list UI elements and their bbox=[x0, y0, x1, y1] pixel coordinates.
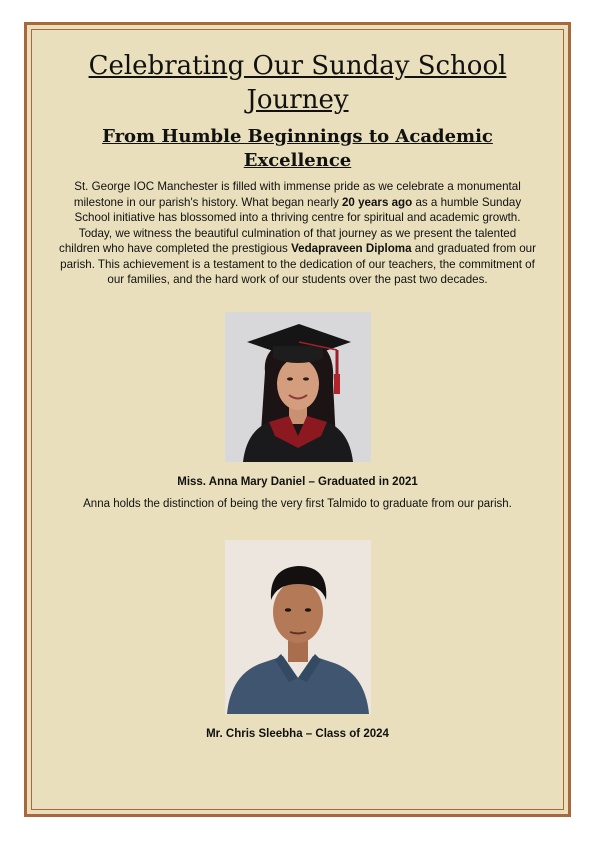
intro-text-1: St. George IOC Manchester is filled with immense pride as we celebrate a monumental milestone in our parish's history. What began nearly bbox=[73, 180, 521, 209]
intro-bold-diploma: Vedapraveen Diploma bbox=[291, 242, 412, 255]
graduate-caption-anna: Miss. Anna Mary Daniel – Graduated in 2021 bbox=[177, 475, 418, 488]
graduate-photo-chris bbox=[225, 540, 371, 714]
graduate-caption-chris: Mr. Chris Sleebha – Class of 2024 bbox=[206, 727, 389, 740]
page-frame bbox=[24, 22, 571, 817]
intro-paragraph bbox=[59, 179, 536, 288]
intro-bold-years: 20 years ago bbox=[341, 195, 413, 209]
intro-text-2: as a humble Sunday School initiative has blossomed into a thriving centre for spiritual and academic growth. Today, we witness the beautiful culmination of that journey as we present the talented children who have completed the prestigious bbox=[59, 195, 522, 255]
graduate-photo-anna bbox=[225, 312, 371, 462]
graduate-note-anna: Anna holds the distinction of being the very first Talmido to graduate from our parish. bbox=[83, 497, 512, 510]
page-subtitle: From Humble Beginnings to Academic Excellence bbox=[102, 126, 493, 171]
page-content bbox=[55, 49, 540, 740]
intro-text-3: and graduated from our parish. This achievement is a testament to the dedication of our teachers, the commitment of our families, and the hard work of our students over the past two decades. bbox=[60, 242, 536, 286]
page-title: Celebrating Our Sunday School Journey bbox=[88, 51, 507, 115]
